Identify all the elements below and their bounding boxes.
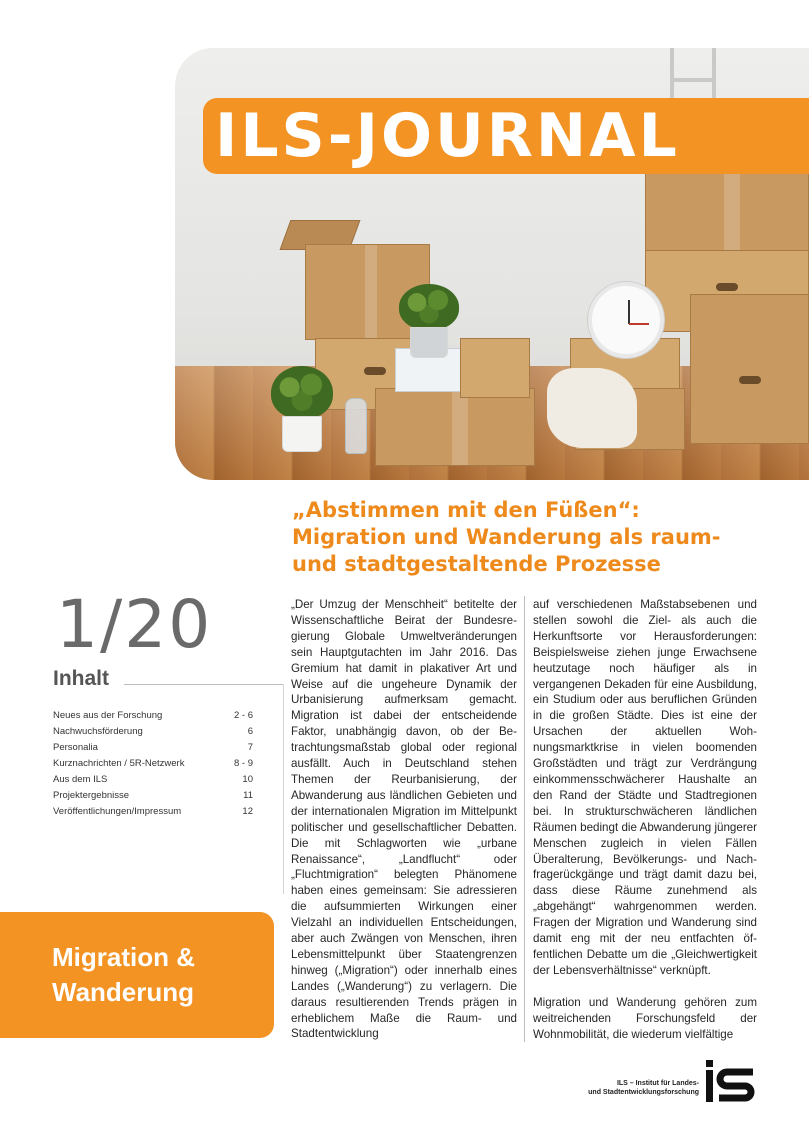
issue-number: 1/20	[56, 586, 213, 663]
toc-item-label: Neues aus der Forschung	[53, 710, 163, 721]
toc-item[interactable]	[53, 724, 253, 740]
potted-plant	[399, 284, 459, 358]
body-paragraph: „Der Umzug der Menschheit“ betitelte der Wissenschaftliche Beirat der Bundesregierung Globale Umweltveränderungen sein Hauptgutachten im Jahr 2016. Das Gremium hat damit in plakativer Art und Weise auf die ungeheure Dynamik der Urbanisierung aufmerksam gemacht. Migration ist dabei der entscheidende Faktor, unabhängig davon, ob der Betrachtungsmaßstab global oder regional ausfällt. Auch in Deutschland stehen Themen der Reurbanisierung, der Abwanderung aus ländlichen Gebieten und der internationalen Migration im Mittelpunkt politischer und gesellschaftlicher Debatten. Die mit Schlagworten wie „urbane Renaissance“, „Landflucht“ oder „Fluchtmigration“ belegten Phänomene haben eines gemeinsam: Sie adressieren die aufsummierten Wirkungen einer Vielzahl an individuellen Entscheidungen, aber auch Zwängen von Menschen, ihren Lebensmittelpunkt über Staatengrenzen hinweg („Migration“) oder innerhalb eines Landes („Wanderung“) zu verlagern. Die daraus resultierenden Trends prägen in erheblichem Maße die Raum- und Stadtentwicklung	[291, 598, 517, 1041]
toc-item[interactable]	[53, 708, 253, 724]
toc-item[interactable]	[53, 756, 253, 772]
headline-line: und stadtgestaltende Prozesse	[292, 552, 661, 576]
journal-title-banner	[203, 98, 809, 174]
logo-dot	[706, 1060, 713, 1067]
toc-item-label: Veröffentlichungen/Impressum	[53, 806, 182, 817]
ils-logo-icon	[703, 1058, 759, 1104]
headline-line: „Abstimmen mit den Füßen“:	[292, 498, 640, 522]
toc-item[interactable]	[53, 772, 253, 788]
toc-item-label: Aus dem ILS	[53, 774, 108, 785]
toc-item-pages: 7	[247, 742, 253, 753]
toc-item[interactable]	[53, 788, 253, 804]
table-of-contents	[53, 708, 253, 820]
toc-heading: Inhalt	[53, 667, 109, 690]
toc-item-label: Personalia	[53, 742, 98, 753]
section-label-line: Wanderung	[52, 977, 195, 1007]
toc-item-label: Projektergebnisse	[53, 790, 130, 801]
body-paragraph: Migration und Wanderung gehören zum weitreichenden Forschungsfeld der Wohnmobilität, die wiederum vielfältige	[533, 995, 757, 1041]
column-divider	[524, 596, 525, 1042]
journal-title: ILS-JOURNAL	[215, 101, 680, 171]
toc-item-pages: 2 - 6	[233, 710, 253, 721]
toc-item-pages: 6	[247, 726, 253, 737]
toc-item-pages: 12	[242, 806, 253, 817]
toc-item-pages: 11	[243, 790, 253, 801]
moving-box	[690, 294, 809, 444]
toc-item[interactable]	[53, 740, 253, 756]
article-headline	[292, 497, 792, 578]
toc-divider-vertical	[283, 684, 284, 894]
toc-divider	[124, 684, 284, 685]
section-label-line: Migration &	[52, 942, 195, 972]
institute-name-line: und Stadtentwicklungsforschung	[588, 1089, 699, 1096]
institute-name-line: ILS – Institut für Landes-	[616, 1080, 699, 1087]
body-paragraph: auf verschiedenen Maßstabsebenen und stellen sowohl die Ziel- als auch die Herkunftsorte vor Herausforderungen: Beispielsweise ziehen junge Erwachsene heutzutage noch häufiger als in vergangenen Dekaden für eine Ausbildung, ein Studium oder aus beruflichen Gründen in die großen Städte. Dies ist eine der Ursachen der aktuellen Wohnungsmarktkrise in vielen boomenden Großstädten und trägt zur Verdrängung einkommensschwächerer Haushalte an den Rand der Städte und Stadtregionen bei. In strukturschwächeren ländlichen Räumen bedingt die Abwanderung jüngerer Menschen zugleich in vielen Fällen Überalterung, Bevölkerungs- und Nachfragerückgänge und trägt damit dazu bei, dass diese Räume zunehmend als „abgehängt“ wahrgenommen werden. Fragen der Migration und Wanderung sind damit eng mit der neu entfachten öffentlichen Debatte um die „Gleichwertigkeit der Lebensverhältnisse“ verknüpft.	[533, 598, 757, 977]
toc-item[interactable]	[53, 804, 253, 820]
toc-item-pages: 10	[242, 774, 253, 785]
potted-plant	[271, 366, 333, 452]
headline-line: Migration und Wanderung als raum-	[292, 525, 721, 549]
section-label-box	[0, 912, 274, 1038]
institute-name	[575, 1079, 699, 1097]
moving-box	[645, 172, 809, 252]
wall-clock-icon	[588, 282, 664, 358]
logo-bar	[706, 1070, 713, 1102]
toc-item-pages: 8 - 9	[233, 758, 253, 769]
toc-item-label: Kurznachrichten / 5R-Netzwerk	[53, 758, 185, 769]
moving-box	[460, 338, 530, 398]
body-column-2	[533, 597, 757, 1042]
body-column-1	[291, 597, 517, 1042]
toc-item-label: Nachwuchsförderung	[53, 726, 143, 737]
knitted-blanket	[547, 368, 637, 448]
logo-s-shape	[719, 1072, 753, 1098]
moving-box	[375, 388, 535, 466]
spray-bottle	[345, 398, 367, 454]
